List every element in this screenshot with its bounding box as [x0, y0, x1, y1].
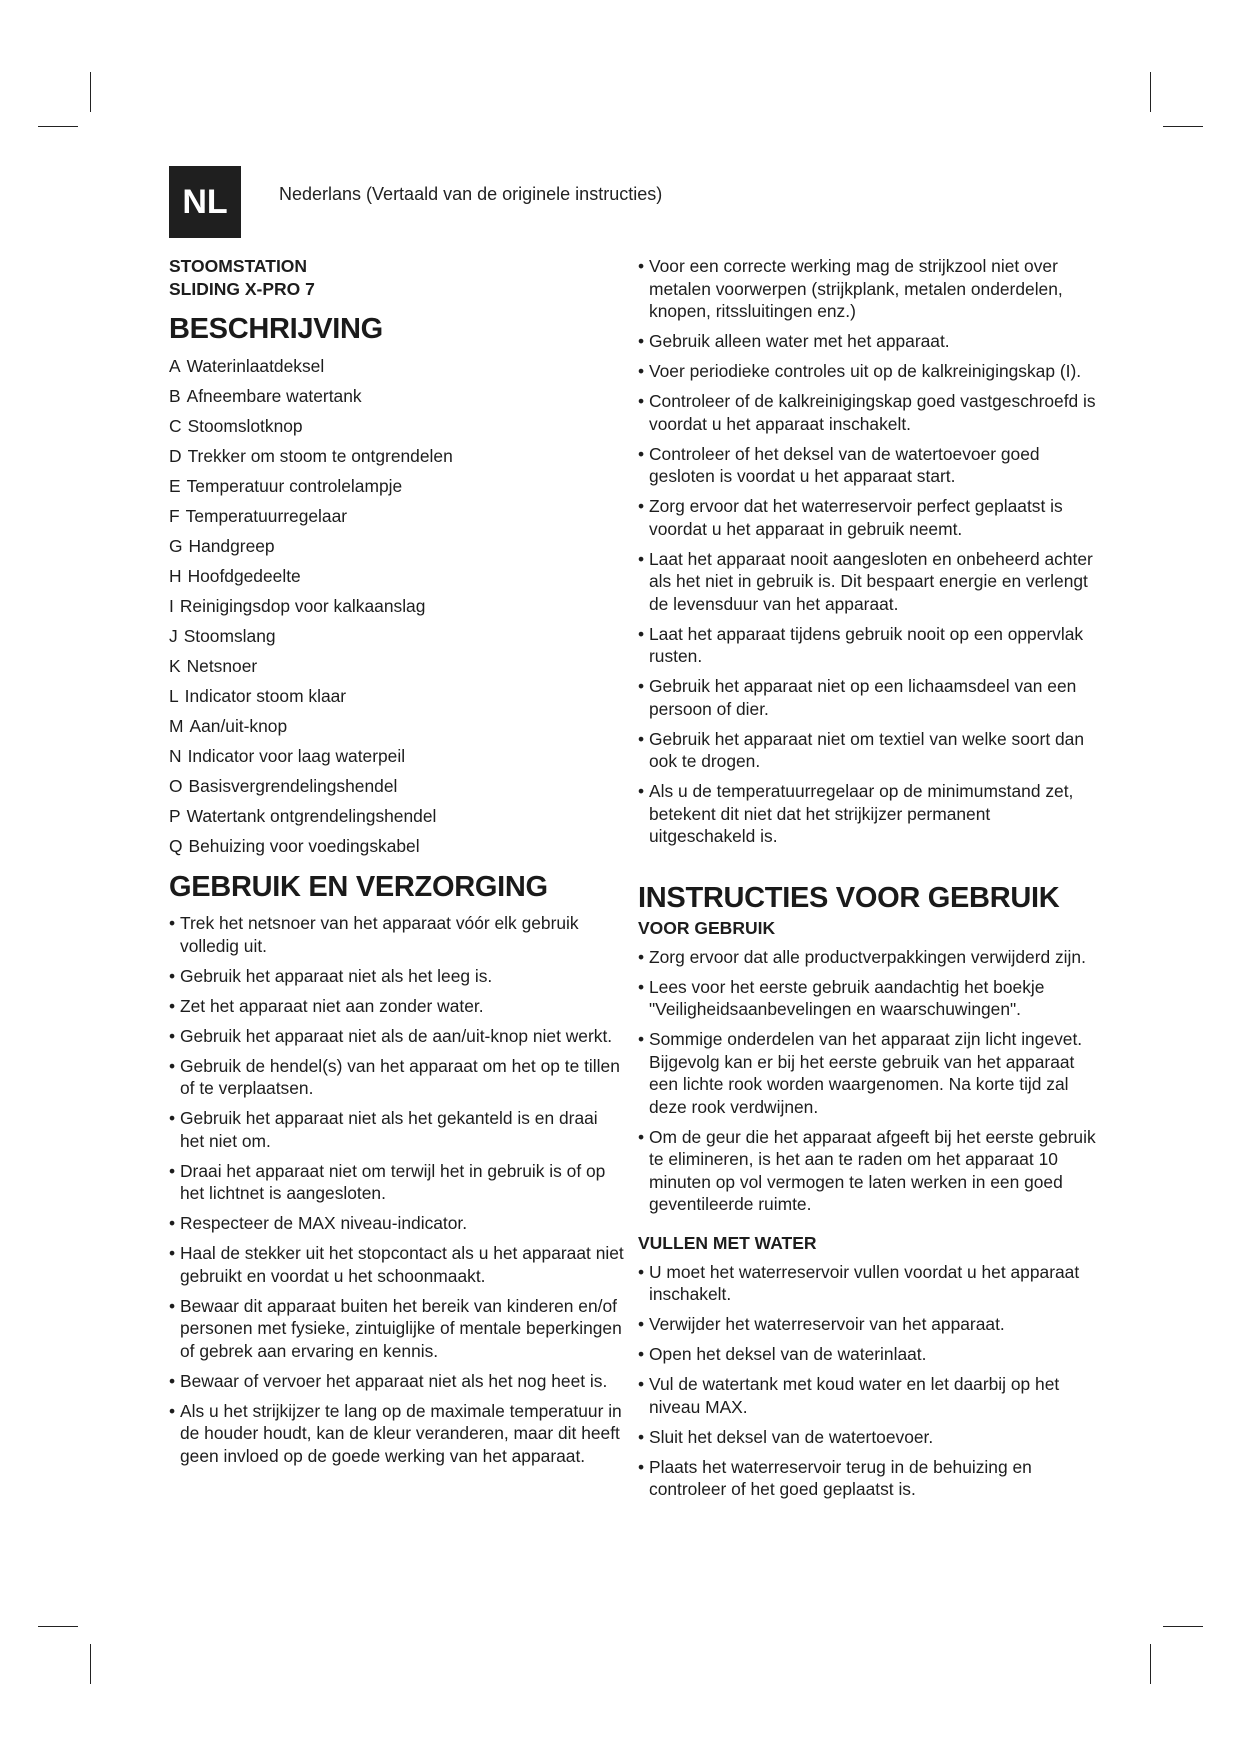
legend-item: [169, 595, 624, 625]
use-care-item: • Controleer of de kalkreinigingskap goed vastgeschroefd is voordat u het apparaat inschakelt.: [638, 390, 1098, 435]
use-care-item: • Zet het apparaat niet aan zonder water.: [169, 995, 624, 1018]
legend-label: Waterinlaatdeksel: [186, 356, 325, 376]
filling-item: • Verwijder het waterreservoir van het apparaat.: [638, 1313, 1098, 1336]
legend-label: Hoofdgedeelte: [187, 566, 301, 586]
description-heading: BESCHRIJVING: [169, 313, 383, 345]
crop-mark: [90, 1644, 91, 1684]
crop-mark: [38, 1626, 78, 1627]
parts-legend: [169, 355, 624, 865]
legend-letter: K: [169, 656, 181, 676]
use-care-item: • Bewaar of vervoer het apparaat niet als het nog heet is.: [169, 1370, 624, 1393]
legend-label: Stoomslang: [183, 626, 276, 646]
use-care-item: • Controleer of het deksel van de watertoevoer goed gesloten is voordat u het apparaat start.: [638, 443, 1098, 488]
legend-label: Netsnoer: [186, 656, 258, 676]
before-use-item: • Om de geur die het apparaat afgeeft bij het eerste gebruik te elimineren, is het aan te raden om het apparaat 10 minuten op vol vermogen te laten werken in een goed geventileerde ruimte.: [638, 1126, 1098, 1216]
filling-heading: VULLEN MET WATER: [638, 1232, 817, 1253]
legend-letter: P: [169, 806, 181, 826]
filling-list: [638, 1261, 1098, 1501]
legend-letter: H: [169, 566, 182, 586]
use-care-list: [169, 912, 624, 1467]
instructions-heading: INSTRUCTIES VOOR GEBRUIK: [638, 881, 1060, 914]
legend-item: [169, 415, 624, 445]
legend-item: [169, 355, 624, 385]
product-name: STOOMSTATION: [169, 256, 308, 276]
legend-letter: G: [169, 536, 183, 556]
legend-item: [169, 445, 624, 475]
product-model: SLIDING X-PRO 7: [169, 278, 315, 299]
legend-letter: J: [169, 626, 178, 646]
legend-label: Behuizing voor voedingskabel: [188, 836, 420, 856]
use-care-item: • Draai het apparaat niet om terwijl het in gebruik is of op het lichtnet is aangesloten.: [169, 1160, 624, 1205]
legend-item: [169, 625, 624, 655]
use-care-item: • Laat het apparaat tijdens gebruik nooit op een oppervlak rusten.: [638, 623, 1098, 668]
use-care-item: • Trek het netsnoer van het apparaat vóór elk gebruik volledig uit.: [169, 912, 624, 957]
legend-item: [169, 505, 624, 535]
legend-item: [169, 715, 624, 745]
filling-item: • Sluit het deksel van de watertoevoer.: [638, 1426, 1098, 1449]
legend-letter: Q: [169, 836, 183, 856]
legend-item: [169, 565, 624, 595]
filling-item: • Plaats het waterreservoir terug in de behuizing en controleer of het goed geplaatst is.: [638, 1456, 1098, 1501]
use-care-list-continued: [638, 255, 1098, 848]
legend-item: [169, 805, 624, 835]
use-care-item: • Gebruik het apparaat niet op een lichaamsdeel van een persoon of dier.: [638, 675, 1098, 720]
legend-label: Watertank ontgrendelingshendel: [186, 806, 437, 826]
use-care-item: • Voor een correcte werking mag de strijkzool niet over metalen voorwerpen (strijkplank, metalen onderdelen, knopen, ritssluitingen enz.): [638, 255, 1098, 323]
crop-mark: [1163, 126, 1203, 127]
use-care-item: • Laat het apparaat nooit aangesloten en onbeheerd achter als het niet in gebruik is. Dit bespaart energie en verlengt de levensduur van het apparaat.: [638, 548, 1098, 616]
use-care-item: • Als u het strijkijzer te lang op de maximale temperatuur in de houder houdt, kan de kleur veranderen, maar dit heeft geen invloed op de goede werking van het apparaat.: [169, 1400, 624, 1468]
legend-item: [169, 745, 624, 775]
legend-label: Afneembare watertank: [186, 386, 362, 406]
crop-mark: [38, 126, 78, 127]
crop-mark: [1150, 72, 1151, 112]
use-care-item: • Voer periodieke controles uit op de kalkreinigingskap (I).: [638, 360, 1098, 383]
filling-item: • U moet het waterreservoir vullen voordat u het apparaat inschakelt.: [638, 1261, 1098, 1306]
legend-label: Handgreep: [188, 536, 275, 556]
legend-item: [169, 835, 624, 865]
legend-item: [169, 475, 624, 505]
legend-letter: F: [169, 506, 180, 526]
crop-mark: [1150, 1644, 1151, 1684]
use-care-item: • Gebruik het apparaat niet als het gekanteld is en draai het niet om.: [169, 1107, 624, 1152]
use-care-item: • Gebruik de hendel(s) van het apparaat om het op te tillen of te verplaatsen.: [169, 1055, 624, 1100]
use-care-item: • Respecteer de MAX niveau-indicator.: [169, 1212, 624, 1235]
use-care-item: • Als u de temperatuurregelaar op de minimumstand zet, betekent dit niet dat het strijkijzer permanent uitgeschakeld is.: [638, 780, 1098, 848]
before-use-list: [638, 946, 1098, 1216]
use-care-item: • Bewaar dit apparaat buiten het bereik van kinderen en/of personen met fysieke, zintuiglijke of mentale beperkingen of gebrek aan ervaring en kennis.: [169, 1295, 624, 1363]
legend-letter: C: [169, 416, 182, 436]
right-column: [638, 255, 1098, 1508]
use-care-item: • Gebruik het apparaat niet als de aan/uit-knop niet werkt.: [169, 1025, 624, 1048]
use-care-item: • Gebruik het apparaat niet als het leeg is.: [169, 965, 624, 988]
language-title: Nederlans (Vertaald van de originele instructies): [279, 184, 663, 204]
legend-label: Aan/uit-knop: [189, 716, 288, 736]
legend-label: Temperatuurregelaar: [185, 506, 348, 526]
legend-letter: L: [169, 686, 179, 706]
legend-item: [169, 685, 624, 715]
crop-mark: [90, 72, 91, 112]
use-care-item: • Gebruik het apparaat niet om textiel van welke soort dan ook te drogen.: [638, 728, 1098, 773]
before-use-heading: VOOR GEBRUIK: [638, 917, 776, 938]
legend-letter: E: [169, 476, 181, 496]
legend-letter: D: [169, 446, 182, 466]
before-use-item: • Sommige onderdelen van het apparaat zijn licht ingevet. Bijgevolg kan er bij het eerste gebruik van het apparaat een lichte rook worden waargenomen. Na korte tijd zal deze rook verdwijnen.: [638, 1028, 1098, 1118]
legend-item: [169, 655, 624, 685]
legend-letter: O: [169, 776, 183, 796]
left-column: [169, 255, 624, 1475]
before-use-item: • Zorg ervoor dat alle productverpakkingen verwijderd zijn.: [638, 946, 1098, 969]
use-care-heading: GEBRUIK EN VERZORGING: [169, 871, 548, 903]
legend-item: [169, 535, 624, 565]
language-badge: NL: [169, 166, 241, 238]
legend-letter: B: [169, 386, 181, 406]
use-care-item: • Haal de stekker uit het stopcontact als u het apparaat niet gebruikt en voordat u het schoonmaakt.: [169, 1242, 624, 1287]
use-care-item: • Zorg ervoor dat het waterreservoir perfect geplaatst is voordat u het apparaat in gebruik neemt.: [638, 495, 1098, 540]
crop-mark: [1163, 1626, 1203, 1627]
filling-item: • Open het deksel van de waterinlaat.: [638, 1343, 1098, 1366]
legend-label: Reinigingsdop voor kalkaanslag: [179, 596, 426, 616]
use-care-item: • Gebruik alleen water met het apparaat.: [638, 330, 1098, 353]
legend-letter: M: [169, 716, 184, 736]
legend-item: [169, 775, 624, 805]
legend-letter: I: [169, 596, 174, 616]
legend-label: Trekker om stoom te ontgrendelen: [187, 446, 453, 466]
legend-label: Stoomslotknop: [187, 416, 303, 436]
legend-label: Indicator voor laag waterpeil: [187, 746, 406, 766]
filling-item: • Vul de watertank met koud water en let daarbij op het niveau MAX.: [638, 1373, 1098, 1418]
before-use-item: • Lees voor het eerste gebruik aandachtig het boekje "Veiligheidsaanbevelingen en waarschuwingen".: [638, 976, 1098, 1021]
legend-label: Temperatuur controlelampje: [186, 476, 403, 496]
legend-letter: N: [169, 746, 182, 766]
legend-label: Basisvergrendelingshendel: [188, 776, 398, 796]
legend-letter: A: [169, 356, 181, 376]
legend-label: Indicator stoom klaar: [184, 686, 347, 706]
legend-item: [169, 385, 624, 415]
